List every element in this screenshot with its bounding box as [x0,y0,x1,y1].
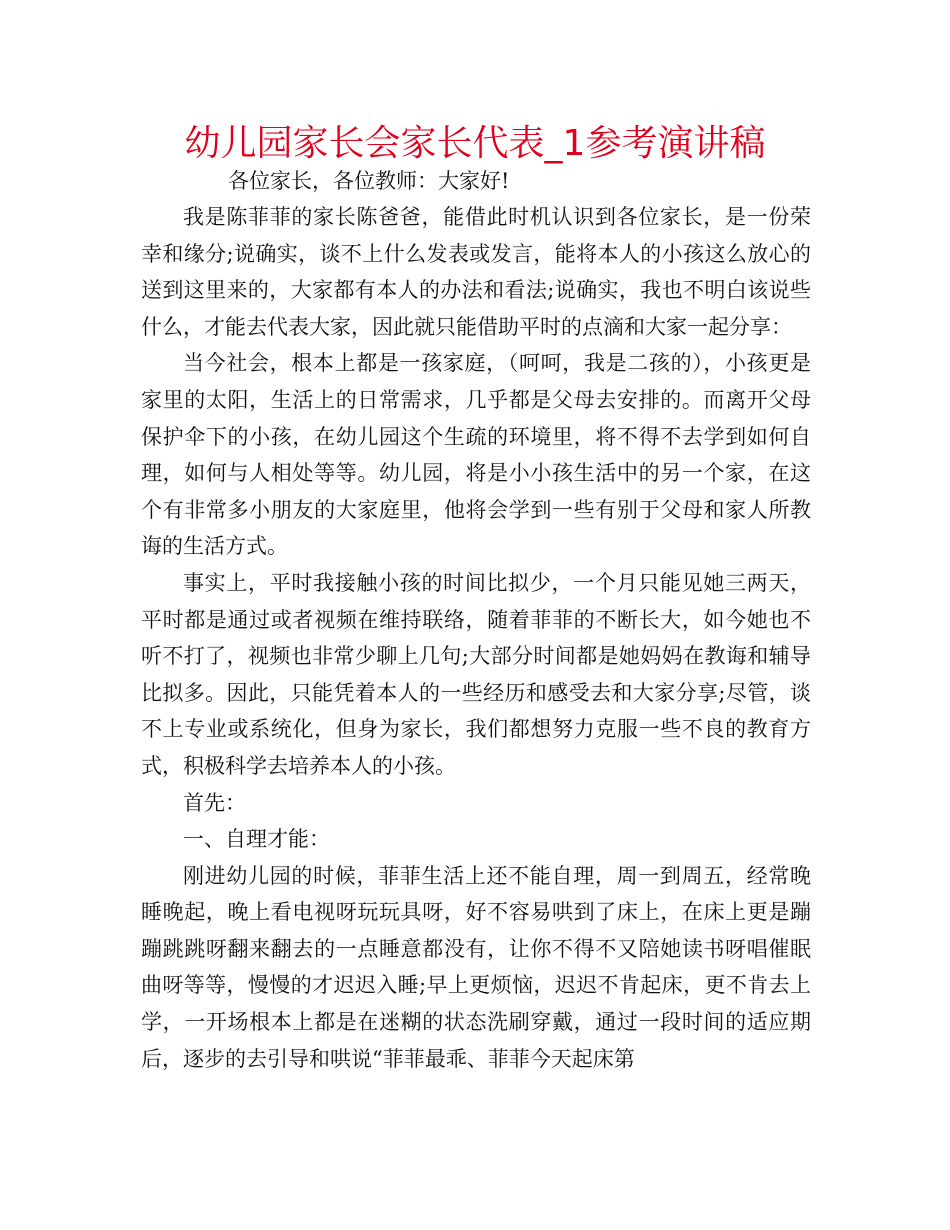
section-intro: 首先： [183,790,246,815]
paragraph: 事实上，平时我接触小孩的时间比拟少，一个月只能见她三两天，平时都是通过或者视频在维持联络，随着菲菲的不断长大，如今她也不听不打了，视频也非常少聊上几句;大部分时间都是她妈妈在教诲和辅导比拟多。因此，只能凭着本人的一些经历和感受去和大家分享;尽管，谈不上专业或系统化，但身为家长，我们都想努力克服一些不良的教育方式，积极科学去培养本人的小孩。 [141,570,811,778]
paragraph: 我是陈菲菲的家长陈爸爸，能借此时机认识到各位家长，是一份荣幸和缘分;说确实，谈不上什么发表或发言，能将本人的小孩这么放心的送到这里来的，大家都有本人的办法和看法;说确实，我也不明白该说些什么，才能去代表大家，因此就只能借助平时的点滴和大家一起分享： [141,205,811,339]
document-title: 幼儿园家长会家长代表_1参考演讲稿 [184,123,766,164]
section-heading: 一、自理才能： [183,827,330,852]
greeting-line: 各位家长，各位教师：大家好! [228,169,510,193]
paragraph: 当今社会，根本上都是一孩家庭，（呵呵，我是二孩的），小孩更是家里的太阳，生活上的日常需求，几乎都是父母去安排的。而离开父母保护伞下的小孩，在幼儿园这个生疏的环境里，将不得不去学到如何自理，如何与人相处等等。幼儿园，将是小小孩生活中的另一个家，在这个有非常多小朋友的大家庭里，他将会学到一些有别于父母和家人所教诲的生活方式。 [141,351,811,559]
paragraph: 刚进幼儿园的时候，菲菲生活上还不能自理，周一到周五，经常晚睡晚起，晚上看电视呀玩玩具呀，好不容易哄到了床上，在床上更是蹦蹦跳跳呀翻来翻去的一点睡意都没有，让你不得不又陪她读书呀唱催眠曲呀等等，慢慢的才迟迟入睡;早上更烦恼，迟迟不肯起床，更不肯去上学，一开场根本上都是在迷糊的状态洗刷穿戴，通过一段时间的适应期后，逐步的去引导和哄说“菲菲最乖、菲菲今天起床第 [141,863,811,1071]
document-body [141,199,811,1077]
